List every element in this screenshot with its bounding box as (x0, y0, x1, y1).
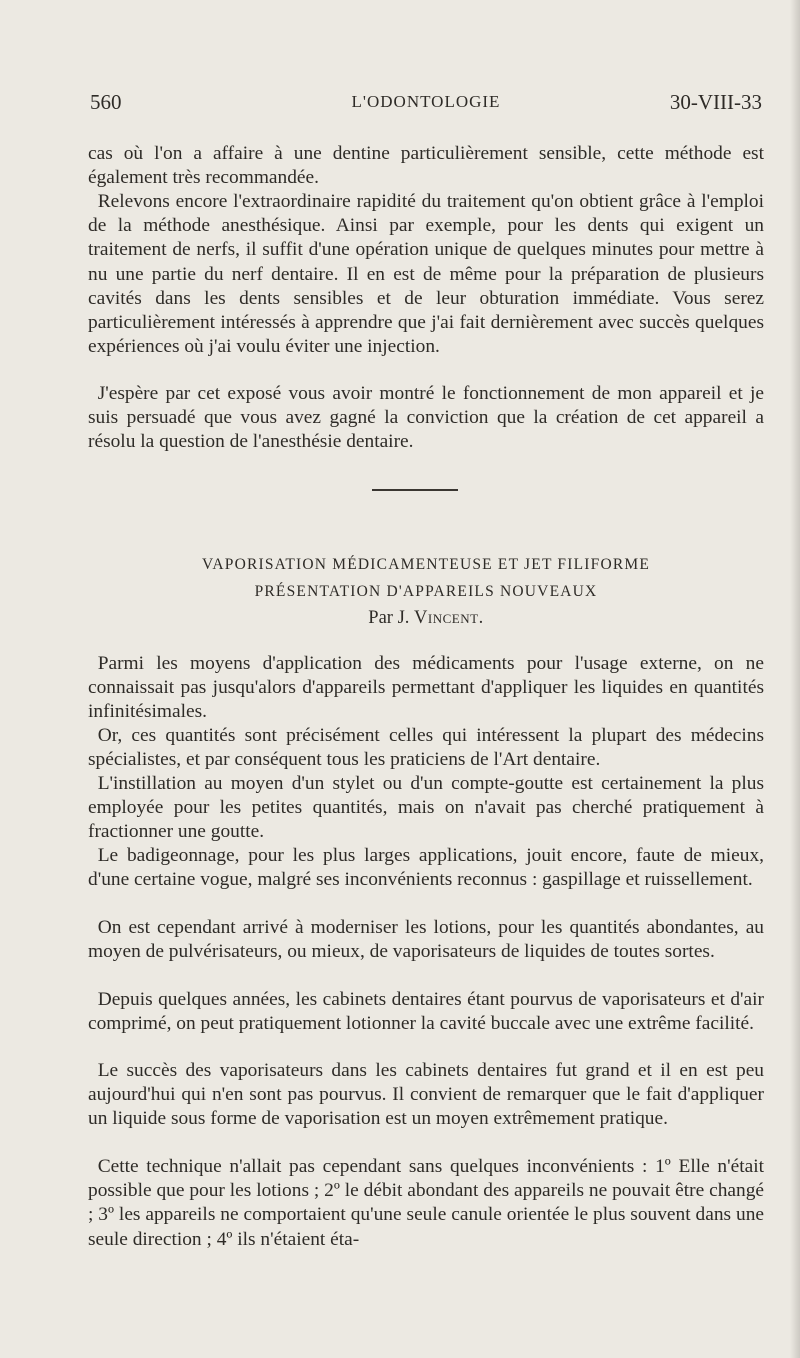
article-paragraph-5: On est cependant arrivé à moderniser les lotions, pour les quantités abondantes, au moyen de pulvérisateurs, ou mieux, de vaporisateurs de liquides de toutes sortes. (88, 917, 764, 963)
page-number: 560 (90, 90, 122, 114)
article-paragraph-8: Cette technique n'allait pas cependant sans quelques inconvénients : 1º Elle n'était possible que pour les lotions ; 2º le débit abondant des appareils ne pouvait être changé ; 3º les appareils ne comportaient qu'une seule canule orientée le plus souvent dans une seule direction ; 4º ils n'étaient éta- (88, 1156, 764, 1250)
article-title-line-2: PRÉSENTATION D'APPAREILS NOUVEAUX (254, 583, 598, 600)
article-paragraph-7: Le succès des vaporisateurs dans les cabinets dentaires fut grand et il en est peu aujourd'hui qui n'en sont pas pourvus. Il convient de remarquer que le fait d'appliquer un liquide sous forme de vaporisation est un moyen extrêmement pratique. (88, 1060, 764, 1130)
running-header (90, 90, 762, 120)
author-prefix: Par J. (368, 608, 415, 628)
article-paragraph-1: Parmi les moyens d'application des médicaments pour l'usage externe, on ne connaissait pas jusqu'alors d'appareils permettant d'appliquer les liquides en quantités infinitésimales. (88, 653, 764, 723)
issue-date: 30-VIII-33 (669, 90, 762, 114)
article-paragraph-3: L'instillation au moyen d'un stylet ou d'un compte-goutte est certainement la plus employée pour les petites quantités, mais on n'avait pas cherché pratiquement à fractionner une goutte. (88, 773, 764, 843)
section-separator (372, 489, 458, 491)
continuation-paragraph-3: J'espère par cet exposé vous avoir montré le fonctionnement de mon appareil et je suis persuadé que vous avez gagné la conviction que la création de cet appareil a résolu la question de l'anesthésie dentaire. (88, 383, 764, 453)
journal-title: L'ODONTOLOGIE (351, 92, 501, 111)
author-name: Vincent. (414, 608, 484, 628)
continuation-paragraph-1: cas où l'on a affaire à une dentine particulièrement sensible, cette méthode est également très recommandée. (88, 143, 764, 189)
article-paragraph-6: Depuis quelques années, les cabinets dentaires étant pourvus de vaporisateurs et d'air comprimé, on peut pratiquement lotionner la cavité buccale avec une extrême facilité. (88, 989, 764, 1035)
article-author (88, 608, 764, 629)
article-paragraph-2: Or, ces quantités sont précisément celles qui intéressent la plupart des médecins spécialistes, et par conséquent tous les praticiens de l'Art dentaire. (88, 725, 764, 771)
continuation-paragraph-2: Relevons encore l'extraordinaire rapidité du traitement qu'on obtient grâce à l'emploi de la méthode anesthésique. Ainsi par exemple, pour les dents qui exigent un traitement de nerfs, il suffit d'une opération unique de quelques minutes pour mettre à nu une partie du nerf dentaire. Il en est de même pour la préparation de plusieurs cavités dans les dents sensibles et de leur obturation immédiate. Vous serez particulièrement intéressés à apprendre que j'ai fait dernièrement avec succès quelques expériences où j'ai voulu éviter une injection. (88, 191, 764, 358)
article-title-line-1: VAPORISATION MÉDICAMENTEUSE ET JET FILIFORME (201, 556, 651, 573)
page-edge-shadow (790, 0, 800, 1358)
article-paragraph-4: Le badigeonnage, pour les plus larges applications, jouit encore, faute de mieux, d'une certaine vogue, malgré ses inconvénients reconnus : gaspillage et ruissellement. (88, 845, 764, 891)
